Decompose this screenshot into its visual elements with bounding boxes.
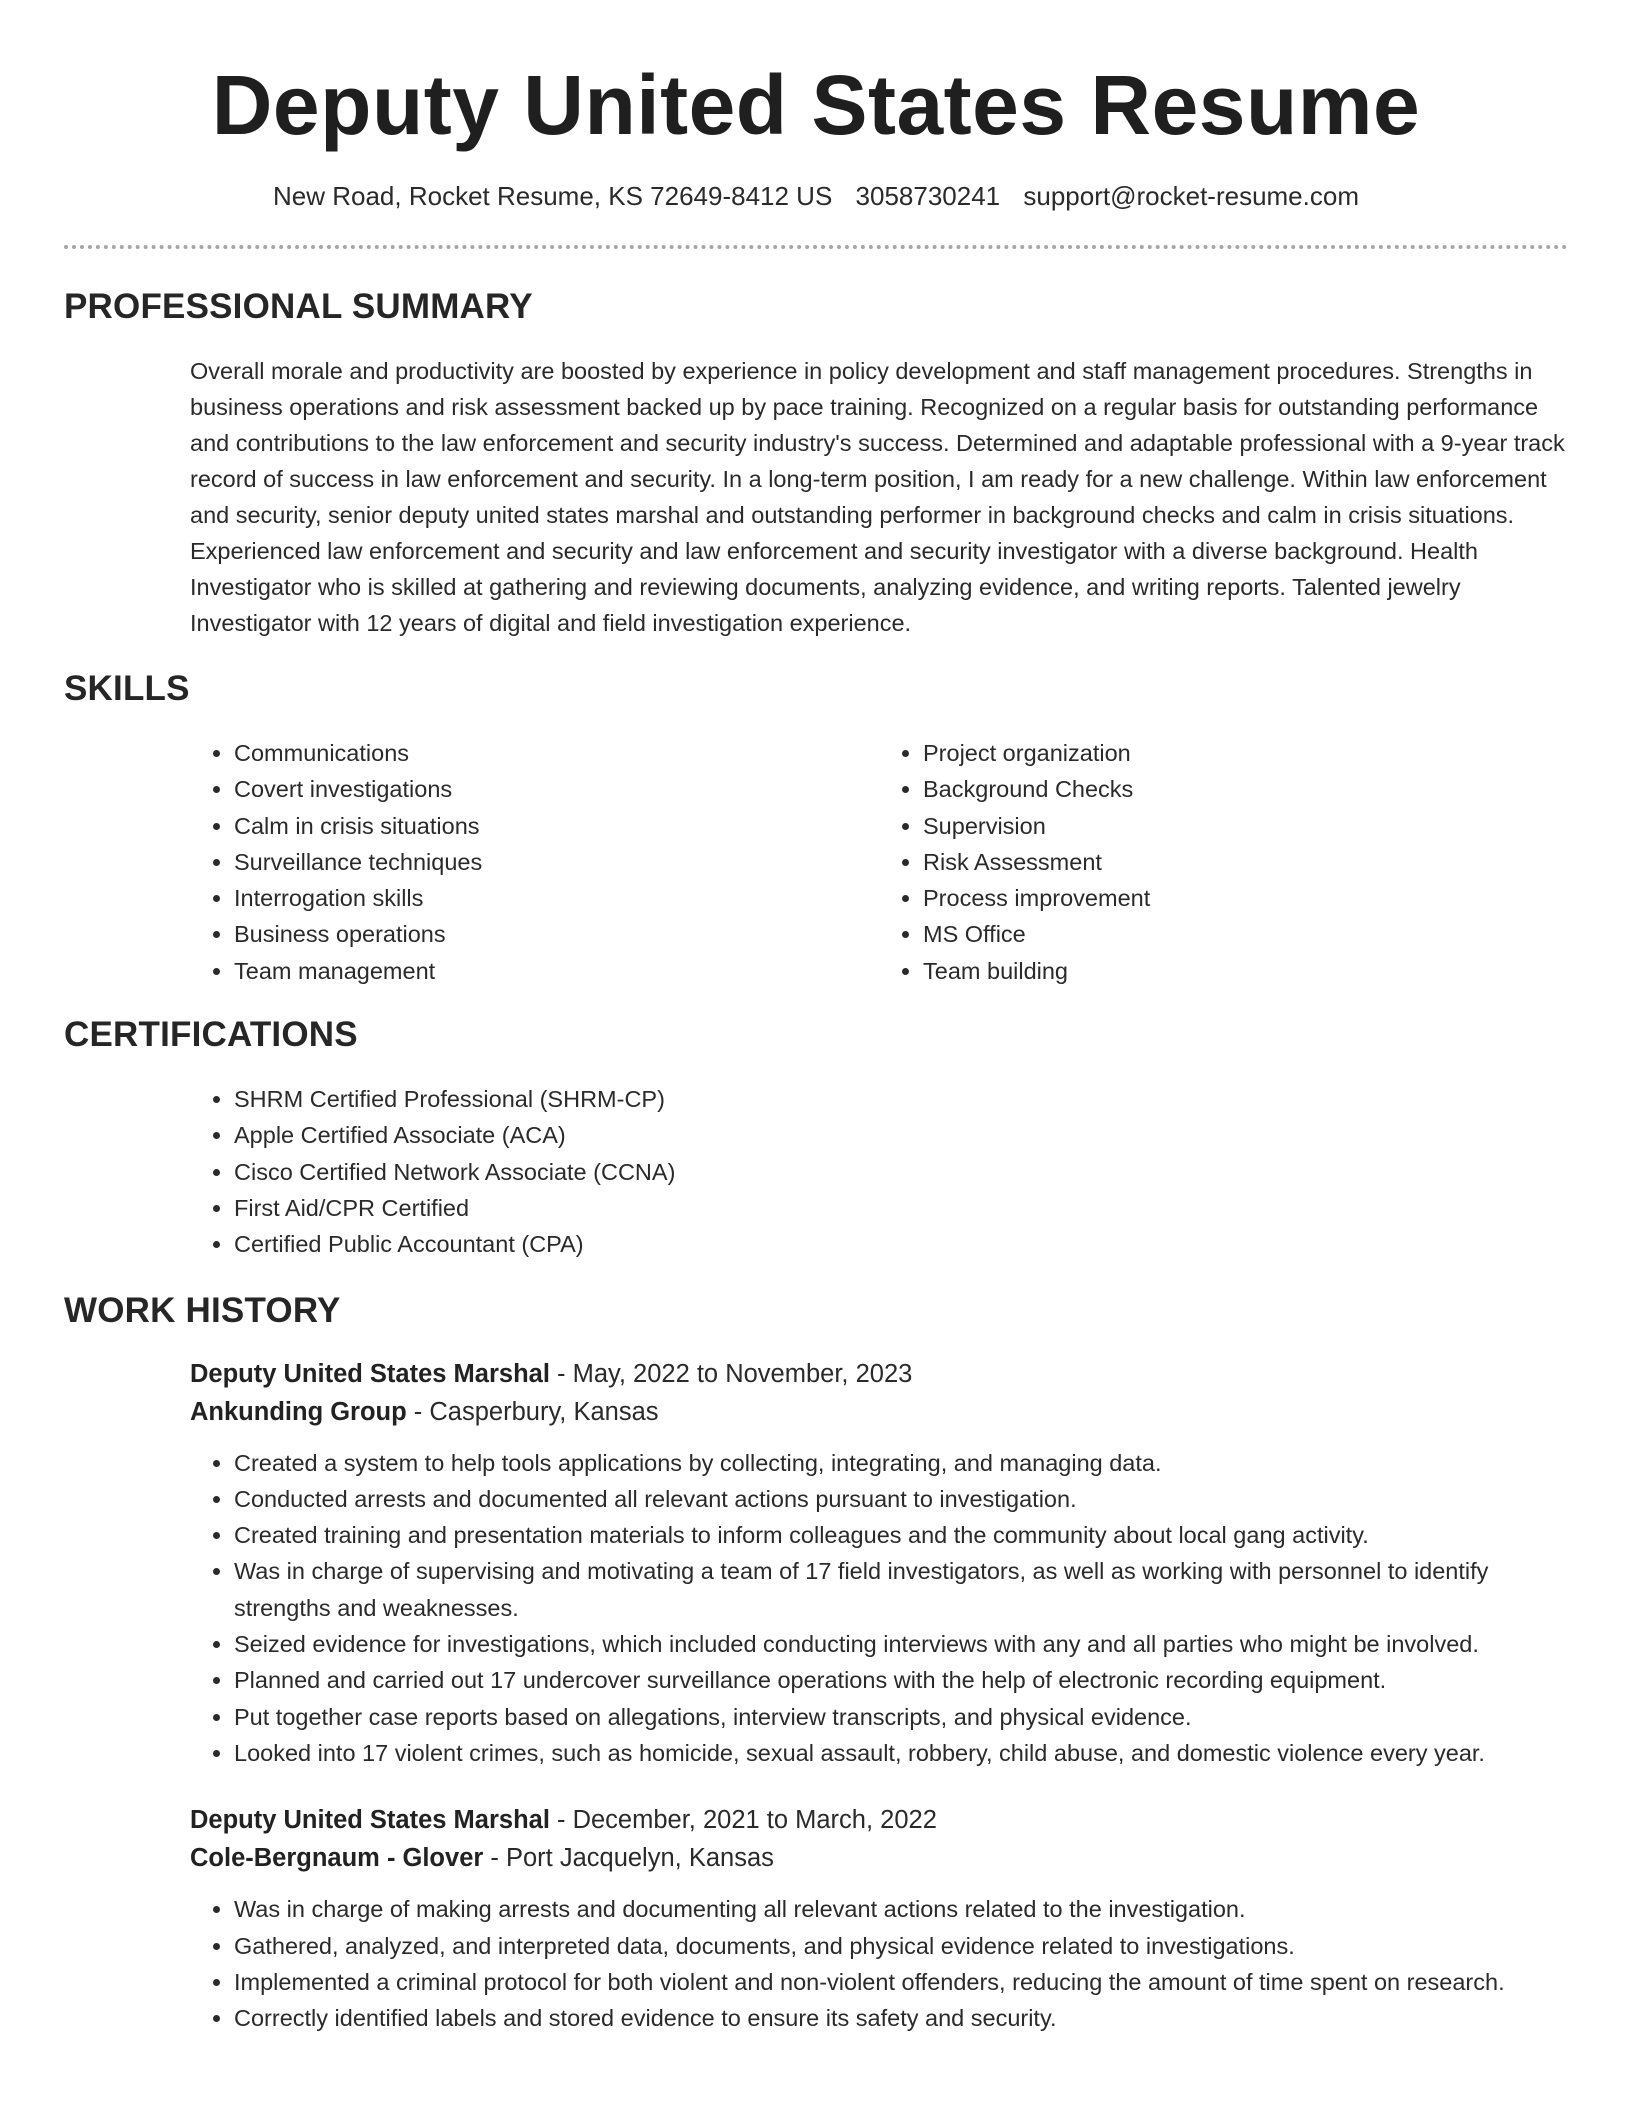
job-bullet: • Was in charge of making arrests and documenting all relevant actions related to the investigation. [234, 1891, 1568, 1927]
resume-page [64, 0, 1568, 2036]
job-bullet: • Implemented a criminal protocol for both violent and non-violent offenders, reducing the amount of time spent on research. [234, 1964, 1568, 2000]
job-bullet: • Created training and presentation materials to inform colleagues and the community about local gang activity. [234, 1517, 1568, 1553]
job-bullet: • Correctly identified labels and stored evidence to ensure its safety and security. [234, 2000, 1568, 2036]
job-bullet: • Planned and carried out 17 undercover surveillance operations with the help of electronic recording equipment. [234, 1662, 1568, 1698]
skill-item: • Business operations [234, 916, 879, 952]
skill-item: • Background Checks [923, 771, 1568, 807]
skills-list-left [190, 735, 879, 989]
job-bullet: • Looked into 17 violent crimes, such as homicide, sexual assault, robbery, child abuse, and domestic violence every year. [234, 1735, 1568, 1771]
job-company: Ankunding Group [190, 1397, 407, 1426]
skill-item: • Calm in crisis situations [234, 808, 879, 844]
resume-title: Deputy United States Resume [211, 58, 1421, 152]
contact-address: New Road, Rocket Resume, KS 72649-8412 US [273, 181, 833, 211]
job-title-line [190, 1801, 1568, 1839]
skills-list-right [879, 735, 1568, 989]
summary-heading: PROFESSIONAL SUMMARY [64, 287, 533, 326]
job-bullets [190, 1891, 1568, 2036]
skill-item: • Process improvement [923, 880, 1568, 916]
job-company-line [190, 1393, 1568, 1431]
certification-item: • SHRM Certified Professional (SHRM-CP) [234, 1081, 1568, 1117]
skill-item: • Team building [923, 953, 1568, 989]
job-bullet: • Conducted arrests and documented all relevant actions pursuant to investigation. [234, 1481, 1568, 1517]
job-dates: - December, 2021 to March, 2022 [549, 1806, 937, 1835]
skill-item: • Supervision [923, 808, 1568, 844]
certifications-heading: CERTIFICATIONS [64, 1015, 358, 1055]
job-dates: - May, 2022 to November, 2023 [549, 1359, 913, 1388]
skill-item: • Interrogation skills [234, 880, 879, 916]
job-title-line [190, 1355, 1568, 1393]
skill-item: • Communications [234, 735, 879, 771]
job-entry [190, 1801, 1568, 2036]
work-history-section [64, 1291, 1568, 2037]
certifications-list [190, 1081, 1568, 1262]
job-company-line [190, 1839, 1568, 1877]
contact-phone: 3058730241 [855, 181, 1001, 211]
job-bullet: • Was in charge of supervising and motivating a team of 17 field investigators, as well as working with personnel to identify strengths and weaknesses. [234, 1553, 1568, 1626]
certifications-section [64, 1015, 1568, 1262]
job-company: Cole-Bergnaum - Glover [190, 1844, 484, 1873]
job-bullet: • Seized evidence for investigations, which included conducting interviews with any and all parties who might be involved. [234, 1626, 1568, 1662]
job-bullet: • Created a system to help tools applications by collecting, integrating, and managing data. [234, 1445, 1568, 1481]
header-divider [64, 245, 1568, 249]
contact-email: support@rocket-resume.com [1023, 181, 1359, 211]
skill-item: • Covert investigations [234, 771, 879, 807]
job-location: - Casperbury, Kansas [406, 1397, 659, 1426]
work-history-heading: WORK HISTORY [64, 1290, 341, 1330]
certifications-body [190, 1081, 1568, 1262]
certification-item: • Cisco Certified Network Associate (CCNA) [234, 1154, 1568, 1190]
skills-columns [190, 735, 1568, 989]
job-bullet: • Gathered, analyzed, and interpreted data, documents, and physical evidence related to investigations. [234, 1928, 1568, 1964]
contact-line [64, 179, 1568, 213]
certification-item: • Apple Certified Associate (ACA) [234, 1117, 1568, 1153]
skill-item: • Team management [234, 953, 879, 989]
skill-item: • MS Office [923, 916, 1568, 952]
job-title: Deputy United States Marshal [190, 1806, 550, 1835]
skill-item: • Project organization [923, 735, 1568, 771]
skill-item: • Risk Assessment [923, 844, 1568, 880]
certification-item: • First Aid/CPR Certified [234, 1190, 1568, 1226]
job-bullet: • Put together case reports based on allegations, interview transcripts, and physical evidence. [234, 1699, 1568, 1735]
certification-item: • Certified Public Accountant (CPA) [234, 1226, 1568, 1262]
job-location: - Port Jacquelyn, Kansas [483, 1844, 774, 1873]
skills-section [64, 669, 1568, 989]
job-bullets [190, 1445, 1568, 1772]
summary-text: Overall morale and productivity are boosted by experience in policy development and staff management procedures. Strengths in business operations and risk assessment backed up by pace training. Recognized on a regular basis for outstanding performance and contributions to the law enforcement and security industry's success. Determined and adaptable professional with a 9-year track record of success in law enforcement and security. In a long-term position, I am ready for a new challenge. Within law enforcement and security, senior deputy united states marshal and outstanding performer in background checks and calm in crisis situations. Experienced law enforcement and security and law enforcement and security investigator with a diverse background. Health Investigator who is skilled at gathering and reviewing documents, analyzing evidence, and writing reports. Talented jewelry Investigator with 12 years of digital and field investigation experience. [190, 358, 1565, 636]
skill-item: • Surveillance techniques [234, 844, 879, 880]
skills-heading: SKILLS [64, 669, 190, 708]
job-entry [190, 1355, 1568, 1772]
summary-section [64, 287, 1568, 641]
job-title: Deputy United States Marshal [190, 1359, 550, 1388]
